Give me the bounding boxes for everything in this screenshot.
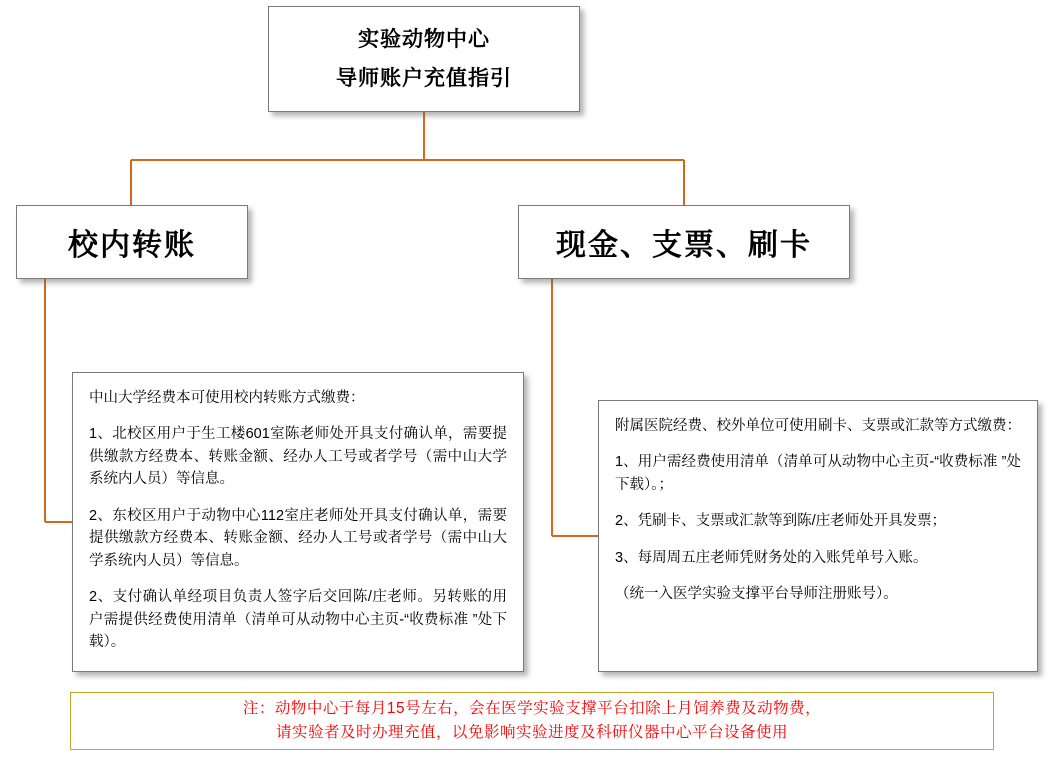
note-line-1: 注：动物中心于每月15号左右，会在医学实验支撑平台扣除上月饲养费及动物费， bbox=[242, 700, 822, 718]
detail-paragraph: 2、凭刷卡、支票或汇款等到陈/庄老师处开具发票； bbox=[615, 513, 947, 530]
diagram-title-box bbox=[268, 6, 580, 112]
detail-paragraph: 1、北校区用户于生工楼601室陈老师处开具支付确认单，需要提供缴款方经费本、转账金额、经办人工号或者学号（需中山大学系统内人员）等信息。 bbox=[89, 426, 507, 488]
detail-paragraph: 3、每周周五庄老师凭财务处的入账凭单号入账。 bbox=[615, 549, 928, 566]
detail-paragraph: （统一入医学实验支撑平台导师注册账号）。 bbox=[615, 586, 898, 603]
detail-paragraph: 附属医院经费、校外单位可使用刷卡、支票或汇款等方式缴费： bbox=[615, 418, 1021, 434]
note-line-2: 请实验者及时办理充值，以免影响实验进度及科研仪器中心平台设备使用 bbox=[275, 723, 788, 741]
detail-paragraph: 2、支付确认单经项目负责人签字后交回陈/庄老师。另转账的用户需提供经费使用清单（清单可从动物中心主页-“收费标准 ”处下载）。 bbox=[89, 589, 507, 651]
detail-paragraph: 2、东校区用户于动物中心112室庄老师处开具支付确认单，需要提供缴款方经费本、转账金额、经办人工号或者学号（需中山大学系统内人员）等信息。 bbox=[89, 507, 507, 569]
branch-label: 校内转账 bbox=[68, 229, 196, 262]
detail-box-cash-check-card bbox=[598, 400, 1038, 672]
detail-paragraph: 中山大学经费本可使用校内转账方式缴费： bbox=[89, 390, 365, 406]
branch-box-cash-check-card bbox=[518, 205, 850, 279]
branch-box-internal-transfer bbox=[16, 205, 248, 279]
detail-box-internal-transfer bbox=[72, 372, 524, 672]
title-line-2: 导师账户充值指引 bbox=[336, 67, 512, 90]
footer-note-box bbox=[70, 692, 994, 750]
detail-paragraph: 1、用户需经费使用清单（清单可从动物中心主页-“收费标准 ”处下载）。； bbox=[615, 454, 1021, 493]
branch-label: 现金、支票、刷卡 bbox=[556, 229, 812, 262]
title-line-1: 实验动物中心 bbox=[358, 27, 490, 51]
